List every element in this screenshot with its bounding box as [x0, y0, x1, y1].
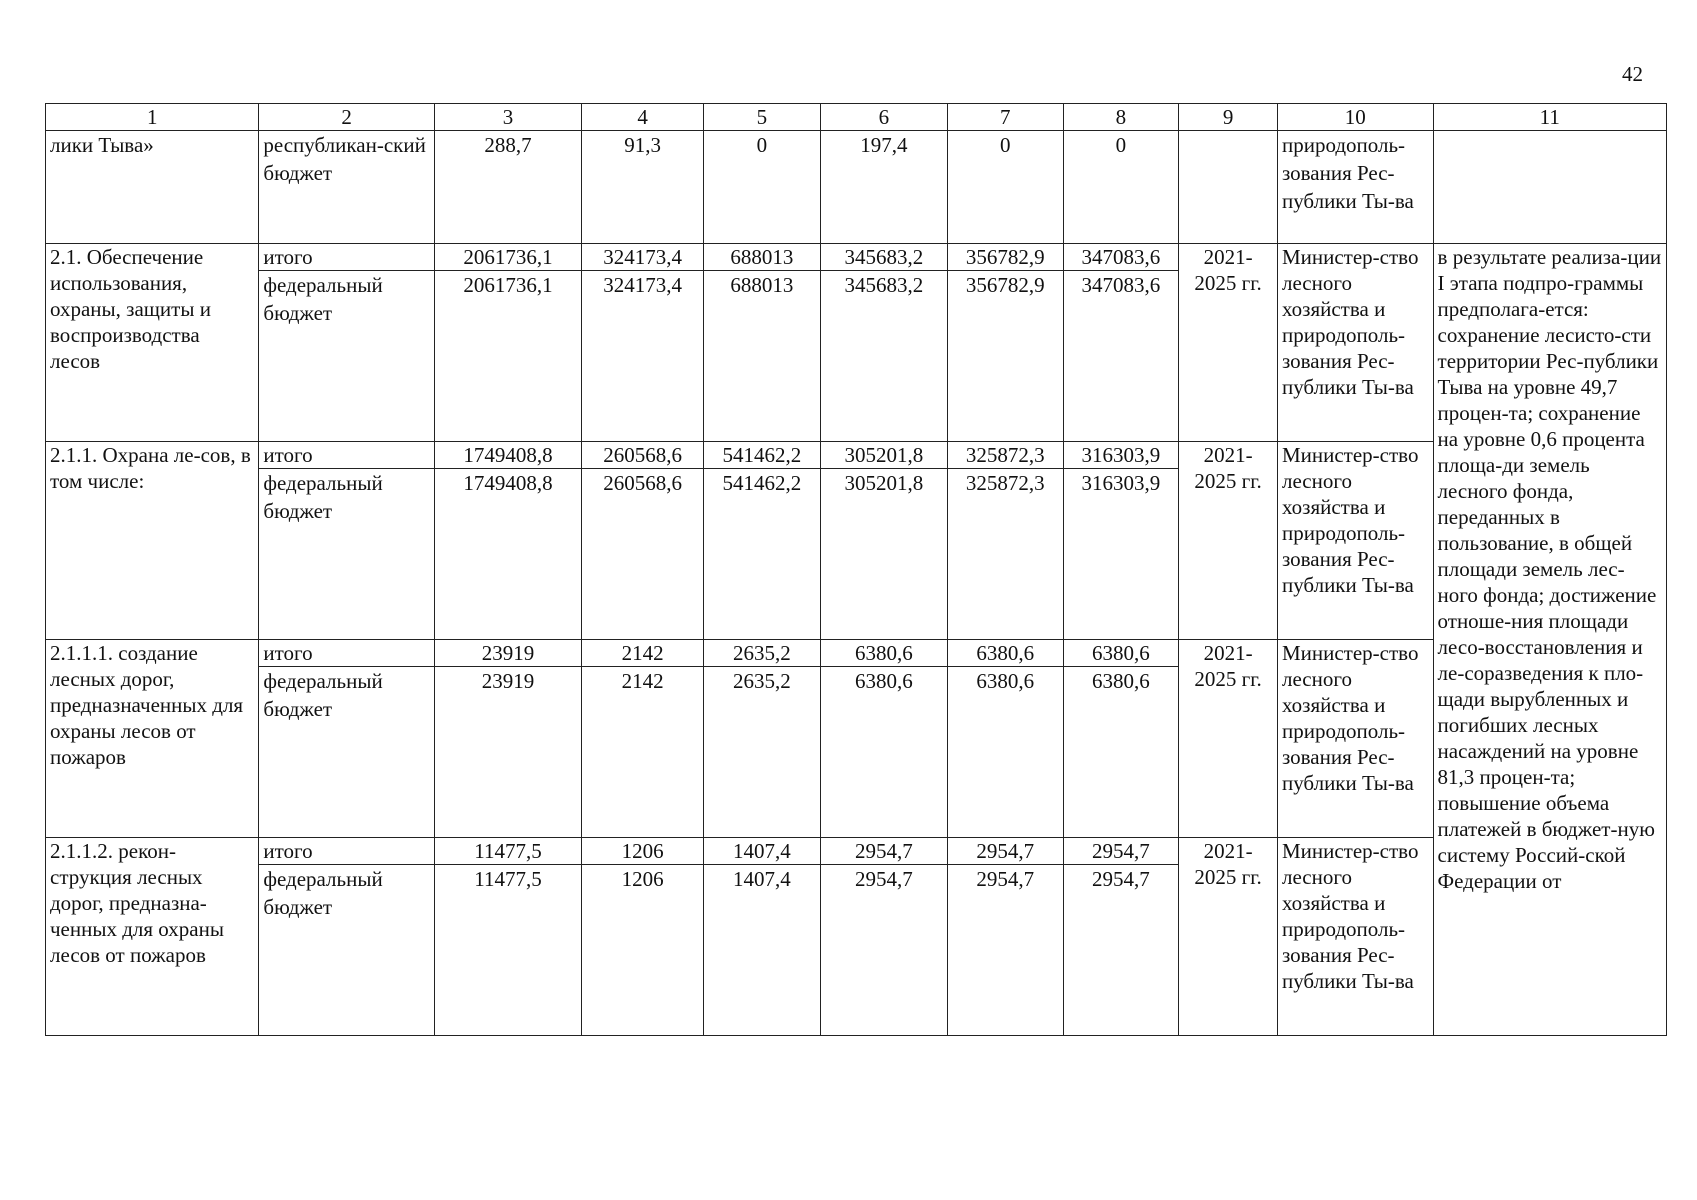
responsible-cell: природополь-зования Рес-публики Ты-ва	[1277, 131, 1433, 244]
period-cell: 2021-2025 гг.	[1179, 442, 1278, 640]
column-number: 10	[1277, 104, 1433, 131]
amount-cell: 345683,2	[820, 271, 947, 442]
period-cell: 2021-2025 гг.	[1179, 640, 1278, 838]
amount-cell: 11477,5	[434, 865, 581, 1036]
amount-cell: 325872,3	[947, 442, 1063, 469]
amount-cell: 347083,6	[1063, 271, 1179, 442]
funding-source: итого	[259, 640, 435, 667]
column-number: 2	[259, 104, 435, 131]
amount-cell: 316303,9	[1063, 469, 1179, 640]
period-cell: 2021-2025 гг.	[1179, 244, 1278, 442]
column-number: 1	[46, 104, 259, 131]
amount-cell: 0	[1063, 131, 1179, 244]
funding-source: федеральный бюджет	[259, 667, 435, 838]
amount-cell: 2061736,1	[434, 271, 581, 442]
amount-cell: 356782,9	[947, 271, 1063, 442]
amount-cell: 6380,6	[1063, 667, 1179, 838]
amount-cell: 2142	[582, 667, 704, 838]
amount-cell: 2954,7	[947, 865, 1063, 1036]
amount-cell: 11477,5	[434, 838, 581, 865]
amount-cell: 324173,4	[582, 271, 704, 442]
measure-name: 2.1.1.2. рекон-струкция лесных дорог, предназна-ченных для охраны лесов от пожаров	[46, 838, 259, 1036]
result-cell	[1433, 131, 1666, 244]
amount-cell: 6380,6	[1063, 640, 1179, 667]
responsible-cell: Министер-ство лесного хозяйства и природополь-зования Рес-публики Ты-ва	[1277, 244, 1433, 442]
amount-cell: 541462,2	[704, 469, 821, 640]
funding-source: республикан-ский бюджет	[259, 131, 435, 244]
amount-cell: 688013	[704, 244, 821, 271]
amount-cell: 1407,4	[704, 838, 821, 865]
amount-cell: 1749408,8	[434, 469, 581, 640]
column-number: 9	[1179, 104, 1278, 131]
table-row	[46, 640, 1667, 667]
amount-cell: 2635,2	[704, 667, 821, 838]
amount-cell: 316303,9	[1063, 442, 1179, 469]
amount-cell: 0	[704, 131, 821, 244]
period-cell: 2021-2025 гг.	[1179, 838, 1278, 1036]
measure-name: 2.1. Обеспечение использования, охраны, защиты и воспроизводства лесов	[46, 244, 259, 442]
table-row	[46, 838, 1667, 865]
amount-cell: 2954,7	[947, 838, 1063, 865]
measure-name: 2.1.1.1. создание лесных дорог, предназначенных для охраны лесов от пожаров	[46, 640, 259, 838]
amount-cell: 1206	[582, 865, 704, 1036]
funding-source: итого	[259, 838, 435, 865]
amount-cell: 325872,3	[947, 469, 1063, 640]
measure-name: лики Тыва»	[46, 131, 259, 244]
amount-cell: 91,3	[582, 131, 704, 244]
amount-cell: 1749408,8	[434, 442, 581, 469]
expected-result-cell: в результате реализа-ции I этапа подпро-граммы предполага-ется: сохранение лесисто-сти территории Рес-публики Тыва на уровне 49,7 процен-та; сохранение на уровне 0,6 процента площа-ди земель лесного фонда, переданных в пользование, в общей площади земель лес-ного фонда; достижение отноше-ния площади лесо-восстановления и ле-соразведения к пло-щади вырубленных и погибших лесных насаждений на уровне 81,3 процен-та; повышение объема платежей в бюджет-ную систему Россий-ской Федерации от	[1433, 244, 1666, 1036]
column-number: 7	[947, 104, 1063, 131]
page-number: 42	[1622, 62, 1643, 86]
amount-cell: 6380,6	[947, 667, 1063, 838]
amount-cell: 305201,8	[820, 442, 947, 469]
budget-table	[45, 103, 1667, 1036]
column-number: 8	[1063, 104, 1179, 131]
amount-cell: 356782,9	[947, 244, 1063, 271]
amount-cell: 6380,6	[947, 640, 1063, 667]
amount-cell: 197,4	[820, 131, 947, 244]
funding-source: федеральный бюджет	[259, 271, 435, 442]
column-number: 5	[704, 104, 821, 131]
funding-source: итого	[259, 442, 435, 469]
table-row	[46, 442, 1667, 469]
amount-cell: 260568,6	[582, 442, 704, 469]
column-number: 4	[582, 104, 704, 131]
amount-cell: 2954,7	[1063, 865, 1179, 1036]
amount-cell: 288,7	[434, 131, 581, 244]
amount-cell: 345683,2	[820, 244, 947, 271]
responsible-cell: Министер-ство лесного хозяйства и природополь-зования Рес-публики Ты-ва	[1277, 838, 1433, 1036]
column-number: 11	[1433, 104, 1666, 131]
amount-cell: 6380,6	[820, 667, 947, 838]
amount-cell: 2954,7	[1063, 838, 1179, 865]
responsible-cell: Министер-ство лесного хозяйства и природополь-зования Рес-публики Ты-ва	[1277, 640, 1433, 838]
amount-cell: 23919	[434, 640, 581, 667]
table-row	[46, 244, 1667, 271]
amount-cell: 324173,4	[582, 244, 704, 271]
amount-cell: 688013	[704, 271, 821, 442]
column-number: 3	[434, 104, 581, 131]
amount-cell: 1407,4	[704, 865, 821, 1036]
funding-source: федеральный бюджет	[259, 865, 435, 1036]
amount-cell: 2954,7	[820, 838, 947, 865]
amount-cell: 2635,2	[704, 640, 821, 667]
amount-cell: 541462,2	[704, 442, 821, 469]
amount-cell: 1206	[582, 838, 704, 865]
amount-cell: 305201,8	[820, 469, 947, 640]
funding-source: федеральный бюджет	[259, 469, 435, 640]
funding-source: итого	[259, 244, 435, 271]
amount-cell: 23919	[434, 667, 581, 838]
column-number: 6	[820, 104, 947, 131]
amount-cell: 260568,6	[582, 469, 704, 640]
period-cell	[1179, 131, 1278, 244]
amount-cell: 2061736,1	[434, 244, 581, 271]
amount-cell: 6380,6	[820, 640, 947, 667]
amount-cell: 2954,7	[820, 865, 947, 1036]
responsible-cell: Министер-ство лесного хозяйства и природополь-зования Рес-публики Ты-ва	[1277, 442, 1433, 640]
continuation-row	[46, 131, 1667, 244]
amount-cell: 347083,6	[1063, 244, 1179, 271]
amount-cell: 0	[947, 131, 1063, 244]
column-number-row	[46, 104, 1667, 131]
amount-cell: 2142	[582, 640, 704, 667]
measure-name: 2.1.1. Охрана ле-сов, в том числе:	[46, 442, 259, 640]
